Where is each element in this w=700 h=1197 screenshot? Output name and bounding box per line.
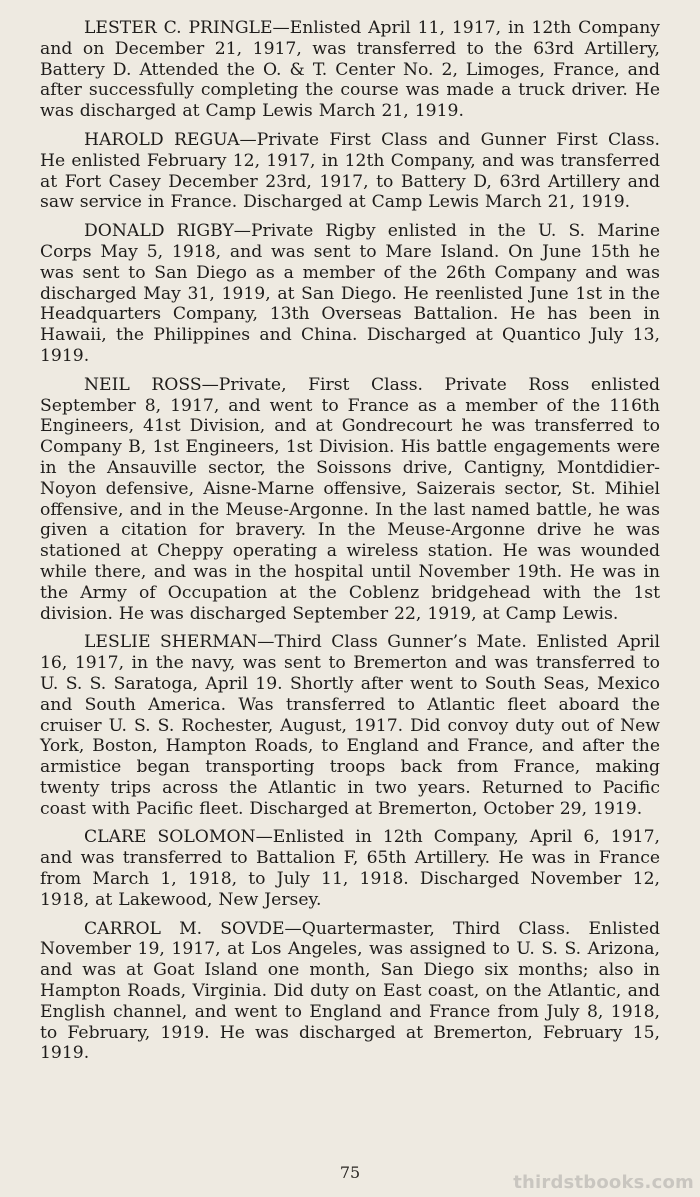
entry-carrol-sovde: CARROL M. SOVDE—Quartermaster, Third Class. Enlisted November 19, 1917, at Los Angeles, was assigned to U. S. S. Arizona, and was at Goat Island one month, San Diego six months; also in Hampton Roads, Virginia. Did duty on East coast, on the Atlantic, and English channel, and went to England and France from July 8, 1918, to February, 1919. He was discharged at Bremerton, February 15, 1919. <box>40 918 660 1064</box>
entry-clare-solomon: CLARE SOLOMON—Enlisted in 12th Company, April 6, 1917, and was transferred to Battalion F, 65th Artillery. He was in France from March 1, 1918, to July 11, 1918. Discharged November 12, 1918, at Lakewood, New Jersey. <box>40 827 660 910</box>
entry-lester-pringle: LESTER C. PRINGLE—Enlisted April 11, 1917, in 12th Company and on December 21, 1917, was transferred to the 63rd Artillery, Battery D. Attended the O. & T. Center No. 2, Limoges, France, and after successfully completing the course was made a truck driver. He was discharged at Camp Lewis March 21, 1919. <box>40 18 660 122</box>
entry-harold-regua: HAROLD REGUA—Private First Class and Gunner First Class. He enlisted February 12, 1917, in 12th Company, and was transferred at Fort Casey December 23rd, 1917, to Battery D, 63rd Artillery and saw service in France. Discharged at Camp Lewis March 21, 1919. <box>40 129 660 213</box>
entry-leslie-sherman: LESLIE SHERMAN—Third Class Gunner’s Mate. Enlisted April 16, 1917, in the navy, was sent to Bremerton and was transferred to U. S. S. Saratoga, April 19. Shortly after went to South Seas, Mexico and South America. Was transferred to Atlantic fleet aboard the cruiser U. S. S. Rochester, August, 1917. Did convoy duty out of New York, Boston, Hampton Roads, to England and France, and after the armistice began transporting troops back from France, making twenty trips across the Atlantic in two years. Returned to Pacific coast with Pacific fleet. Discharged at Bremerton, October 29, 1919. <box>40 632 660 819</box>
entry-neil-ross: NEIL ROSS—Private, First Class. Private Ross enlisted September 8, 1917, and went to France as a member of the 116th Engineers, 41st Division, and at Gondrecourt he was transferred to Company B, 1st Engineers, 1st Division. His battle engagements were in the Ansauville sector, the Soissons drive, Cantigny, Montdidier-Noyon defensive, Aisne-Marne offensive, Saizerais sector, St. Mihiel offensive, and in the Meuse-Argonne. In the last named battle, he was given a citation for bravery. In the Meuse-Argonne drive he was stationed at Cheppy operating a wireless station. He was wounded while there, and was in the hospital until November 19th. He was in the Army of Occupation at the Coblenz bridgehead with the 1st division. He was discharged September 22, 1919, at Camp Lewis. <box>40 374 660 624</box>
biography-entries <box>40 18 660 1064</box>
entry-donald-rigby: DONALD RIGBY—Private Rigby enlisted in the U. S. Marine Corps May 5, 1918, and was sent to Mare Island. On June 15th he was sent to San Diego as a member of the 26th Company and was discharged May 31, 1919, at San Diego. He reenlisted June 1st in the Headquarters Company, 13th Overseas Battalion. He has been in Hawaii, the Philippines and China. Discharged at Quantico July 13, 1919. <box>40 221 660 366</box>
watermark: thirdstbooks.com <box>513 1172 694 1193</box>
page-number: 75 <box>339 1163 361 1182</box>
